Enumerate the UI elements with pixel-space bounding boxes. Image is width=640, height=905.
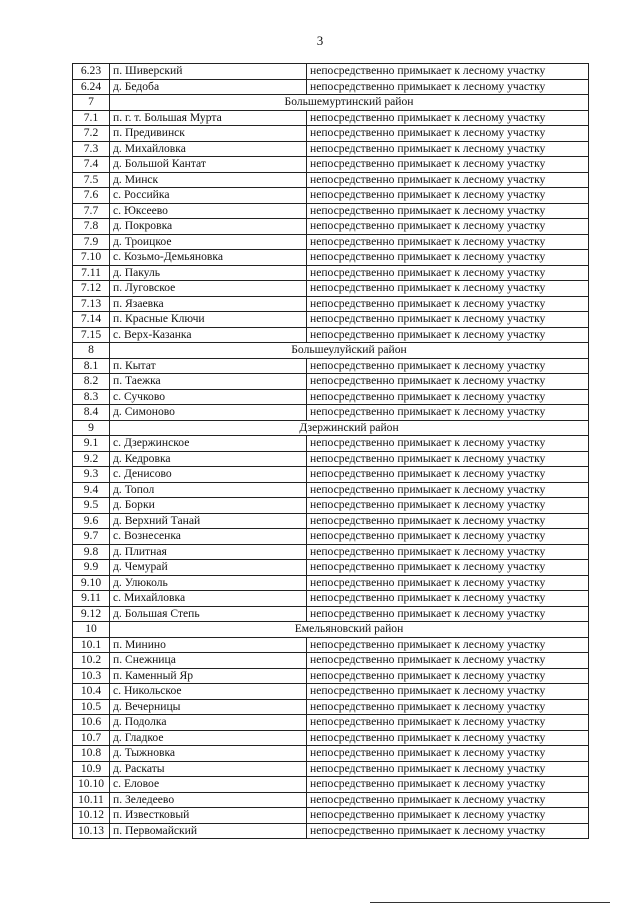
row-number: 8.3: [73, 389, 110, 405]
table-row: [73, 575, 589, 591]
settlement-name: п. Красные Ключи: [110, 312, 307, 328]
row-number: 7.15: [73, 327, 110, 343]
table-row: [73, 172, 589, 188]
settlement-name: д. Симоново: [110, 405, 307, 421]
forest-adjacency-status: непосредственно примыкает к лесному участку: [307, 436, 589, 452]
table-row: [73, 157, 589, 173]
section-number: 7: [73, 95, 110, 111]
row-number: 7.5: [73, 172, 110, 188]
table-row: [73, 591, 589, 607]
table-row: [73, 715, 589, 731]
row-number: 10.8: [73, 746, 110, 762]
settlement-name: с. Еловое: [110, 777, 307, 793]
table-row: [73, 823, 589, 839]
forest-adjacency-status: непосредственно примыкает к лесному участку: [307, 777, 589, 793]
forest-adjacency-status: непосредственно примыкает к лесному участку: [307, 637, 589, 653]
table-row: [73, 451, 589, 467]
forest-adjacency-status: непосредственно примыкает к лесному участку: [307, 188, 589, 204]
settlement-name: д. Верхний Танай: [110, 513, 307, 529]
forest-adjacency-status: непосредственно примыкает к лесному участку: [307, 250, 589, 266]
table-row: [73, 250, 589, 266]
forest-adjacency-status: непосредственно примыкает к лесному участку: [307, 141, 589, 157]
settlement-name: д. Вечерницы: [110, 699, 307, 715]
forest-adjacency-status: непосредственно примыкает к лесному участку: [307, 265, 589, 281]
row-number: 7.14: [73, 312, 110, 328]
row-number: 8.1: [73, 358, 110, 374]
forest-adjacency-status: непосредственно примыкает к лесному участку: [307, 792, 589, 808]
settlement-name: д. Большая Степь: [110, 606, 307, 622]
row-number: 6.23: [73, 64, 110, 80]
forest-adjacency-status: непосредственно примыкает к лесному участку: [307, 746, 589, 762]
settlement-name: п. Известковый: [110, 808, 307, 824]
settlement-name: д. Гладкое: [110, 730, 307, 746]
table-row: [73, 265, 589, 281]
table-row: [73, 684, 589, 700]
footer-divider: [370, 902, 610, 903]
forest-adjacency-status: непосредственно примыкает к лесному участку: [307, 405, 589, 421]
forest-adjacency-status: непосредственно примыкает к лесному участку: [307, 699, 589, 715]
row-number: 8.4: [73, 405, 110, 421]
forest-adjacency-status: непосредственно примыкает к лесному участку: [307, 203, 589, 219]
settlement-name: п. Каменный Яр: [110, 668, 307, 684]
settlement-name: п. Снежница: [110, 653, 307, 669]
district-title: Дзержинский район: [110, 420, 589, 436]
district-title: Емельяновский район: [110, 622, 589, 638]
row-number: 10.6: [73, 715, 110, 731]
settlement-name: п. Минино: [110, 637, 307, 653]
section-row: [73, 343, 589, 359]
row-number: 7.11: [73, 265, 110, 281]
row-number: 7.4: [73, 157, 110, 173]
row-number: 9.11: [73, 591, 110, 607]
row-number: 7.9: [73, 234, 110, 250]
row-number: 7.8: [73, 219, 110, 235]
table-row: [73, 606, 589, 622]
table-row: [73, 327, 589, 343]
settlement-name: с. Верх-Казанка: [110, 327, 307, 343]
settlements-table: [72, 63, 589, 839]
forest-adjacency-status: непосредственно примыкает к лесному участку: [307, 808, 589, 824]
table-row: [73, 281, 589, 297]
settlement-name: п. Зеледеево: [110, 792, 307, 808]
table-row: [73, 637, 589, 653]
table-row: [73, 389, 589, 405]
settlement-name: д. Минск: [110, 172, 307, 188]
settlement-name: с. Российка: [110, 188, 307, 204]
settlement-name: с. Никольское: [110, 684, 307, 700]
row-number: 7.10: [73, 250, 110, 266]
forest-adjacency-status: непосредственно примыкает к лесному участку: [307, 219, 589, 235]
table-row: [73, 808, 589, 824]
settlement-name: д. Покровка: [110, 219, 307, 235]
district-title: Большемуртинский район: [110, 95, 589, 111]
forest-adjacency-status: непосредственно примыкает к лесному участку: [307, 653, 589, 669]
table-row: [73, 64, 589, 80]
settlement-name: п. Луговское: [110, 281, 307, 297]
forest-adjacency-status: непосредственно примыкает к лесному участку: [307, 312, 589, 328]
settlement-name: п. г. т. Большая Мурта: [110, 110, 307, 126]
section-row: [73, 95, 589, 111]
settlement-name: п. Таежка: [110, 374, 307, 390]
table-row: [73, 498, 589, 514]
settlement-name: д. Кедровка: [110, 451, 307, 467]
settlement-name: с. Козьмо-Демьяновка: [110, 250, 307, 266]
settlement-name: д. Борки: [110, 498, 307, 514]
settlement-name: с. Вознесенка: [110, 529, 307, 545]
table-row: [73, 668, 589, 684]
forest-adjacency-status: непосредственно примыкает к лесному участку: [307, 560, 589, 576]
row-number: 9.8: [73, 544, 110, 560]
settlement-name: с. Денисово: [110, 467, 307, 483]
row-number: 7.13: [73, 296, 110, 312]
section-row: [73, 622, 589, 638]
table-row: [73, 482, 589, 498]
settlement-name: с. Дзержинское: [110, 436, 307, 452]
table-row: [73, 79, 589, 95]
row-number: 9.2: [73, 451, 110, 467]
forest-adjacency-status: непосредственно примыкает к лесному участку: [307, 327, 589, 343]
table-row: [73, 777, 589, 793]
forest-adjacency-status: непосредственно примыкает к лесному участку: [307, 157, 589, 173]
settlement-name: д. Большой Кантат: [110, 157, 307, 173]
forest-adjacency-status: непосредственно примыкает к лесному участку: [307, 529, 589, 545]
row-number: 8.2: [73, 374, 110, 390]
row-number: 10.9: [73, 761, 110, 777]
row-number: 9.10: [73, 575, 110, 591]
section-number: 9: [73, 420, 110, 436]
settlement-name: д. Михайловка: [110, 141, 307, 157]
row-number: 10.10: [73, 777, 110, 793]
table-row: [73, 141, 589, 157]
table-row: [73, 513, 589, 529]
table-row: [73, 699, 589, 715]
table-row: [73, 203, 589, 219]
row-number: 9.5: [73, 498, 110, 514]
row-number: 10.5: [73, 699, 110, 715]
table-row: [73, 436, 589, 452]
section-row: [73, 420, 589, 436]
settlement-name: д. Топол: [110, 482, 307, 498]
settlement-name: с. Сучково: [110, 389, 307, 405]
forest-adjacency-status: непосредственно примыкает к лесному участку: [307, 110, 589, 126]
forest-adjacency-status: непосредственно примыкает к лесному участку: [307, 234, 589, 250]
settlement-name: д. Бедоба: [110, 79, 307, 95]
table-row: [73, 653, 589, 669]
table-row: [73, 234, 589, 250]
forest-adjacency-status: непосредственно примыкает к лесному участку: [307, 389, 589, 405]
table-row: [73, 126, 589, 142]
district-title: Большеулуйский район: [110, 343, 589, 359]
table-row: [73, 544, 589, 560]
forest-adjacency-status: непосредственно примыкает к лесному участку: [307, 172, 589, 188]
forest-adjacency-status: непосредственно примыкает к лесному участку: [307, 451, 589, 467]
settlement-name: д. Троицкое: [110, 234, 307, 250]
forest-adjacency-status: непосредственно примыкает к лесному участку: [307, 513, 589, 529]
forest-adjacency-status: непосредственно примыкает к лесному участку: [307, 684, 589, 700]
row-number: 9.1: [73, 436, 110, 452]
forest-adjacency-status: непосредственно примыкает к лесному участку: [307, 823, 589, 839]
row-number: 9.6: [73, 513, 110, 529]
row-number: 10.12: [73, 808, 110, 824]
table-row: [73, 358, 589, 374]
row-number: 7.7: [73, 203, 110, 219]
table-row: [73, 560, 589, 576]
page-number: 3: [316, 33, 324, 48]
row-number: 10.13: [73, 823, 110, 839]
row-number: 10.3: [73, 668, 110, 684]
table-row: [73, 405, 589, 421]
forest-adjacency-status: непосредственно примыкает к лесному участку: [307, 730, 589, 746]
table-row: [73, 746, 589, 762]
table-row: [73, 529, 589, 545]
row-number: 10.2: [73, 653, 110, 669]
settlement-name: д. Улюколь: [110, 575, 307, 591]
settlement-name: п. Язаевка: [110, 296, 307, 312]
row-number: 10.7: [73, 730, 110, 746]
forest-adjacency-status: непосредственно примыкает к лесному участку: [307, 482, 589, 498]
settlement-name: д. Пакуль: [110, 265, 307, 281]
table-row: [73, 730, 589, 746]
table-row: [73, 761, 589, 777]
table-row: [73, 110, 589, 126]
table-body: [73, 64, 589, 839]
settlement-name: п. Кытат: [110, 358, 307, 374]
row-number: 10.11: [73, 792, 110, 808]
settlement-name: д. Раскаты: [110, 761, 307, 777]
forest-adjacency-status: непосредственно примыкает к лесному участку: [307, 467, 589, 483]
settlement-name: п. Первомайский: [110, 823, 307, 839]
forest-adjacency-status: непосредственно примыкает к лесному участку: [307, 64, 589, 80]
forest-adjacency-status: непосредственно примыкает к лесному участку: [307, 126, 589, 142]
settlement-name: д. Подолка: [110, 715, 307, 731]
settlement-name: с. Юксеево: [110, 203, 307, 219]
row-number: 7.12: [73, 281, 110, 297]
table-row: [73, 792, 589, 808]
forest-adjacency-status: непосредственно примыкает к лесному участку: [307, 544, 589, 560]
row-number: 9.9: [73, 560, 110, 576]
settlement-name: д. Плитная: [110, 544, 307, 560]
forest-adjacency-status: непосредственно примыкает к лесному участку: [307, 358, 589, 374]
table-row: [73, 219, 589, 235]
row-number: 7.1: [73, 110, 110, 126]
table-row: [73, 374, 589, 390]
row-number: 7.6: [73, 188, 110, 204]
forest-adjacency-status: непосредственно примыкает к лесному участку: [307, 591, 589, 607]
settlement-name: п. Предивинск: [110, 126, 307, 142]
row-number: 9.4: [73, 482, 110, 498]
section-number: 10: [73, 622, 110, 638]
table-row: [73, 296, 589, 312]
settlement-name: д. Чемурай: [110, 560, 307, 576]
row-number: 9.3: [73, 467, 110, 483]
forest-adjacency-status: непосредственно примыкает к лесному участку: [307, 761, 589, 777]
row-number: 10.4: [73, 684, 110, 700]
row-number: 9.12: [73, 606, 110, 622]
forest-adjacency-status: непосредственно примыкает к лесному участку: [307, 374, 589, 390]
table-row: [73, 188, 589, 204]
row-number: 6.24: [73, 79, 110, 95]
forest-adjacency-status: непосредственно примыкает к лесному участку: [307, 715, 589, 731]
row-number: 7.3: [73, 141, 110, 157]
row-number: 9.7: [73, 529, 110, 545]
table-row: [73, 467, 589, 483]
forest-adjacency-status: непосредственно примыкает к лесному участку: [307, 668, 589, 684]
forest-adjacency-status: непосредственно примыкает к лесному участку: [307, 281, 589, 297]
forest-adjacency-status: непосредственно примыкает к лесному участку: [307, 575, 589, 591]
forest-adjacency-status: непосредственно примыкает к лесному участку: [307, 498, 589, 514]
forest-adjacency-status: непосредственно примыкает к лесному участку: [307, 606, 589, 622]
settlement-name: с. Михайловка: [110, 591, 307, 607]
forest-adjacency-status: непосредственно примыкает к лесному участку: [307, 79, 589, 95]
settlement-name: д. Тыжновка: [110, 746, 307, 762]
table-row: [73, 312, 589, 328]
row-number: 7.2: [73, 126, 110, 142]
forest-adjacency-status: непосредственно примыкает к лесному участку: [307, 296, 589, 312]
section-number: 8: [73, 343, 110, 359]
settlement-name: п. Шиверский: [110, 64, 307, 80]
row-number: 10.1: [73, 637, 110, 653]
